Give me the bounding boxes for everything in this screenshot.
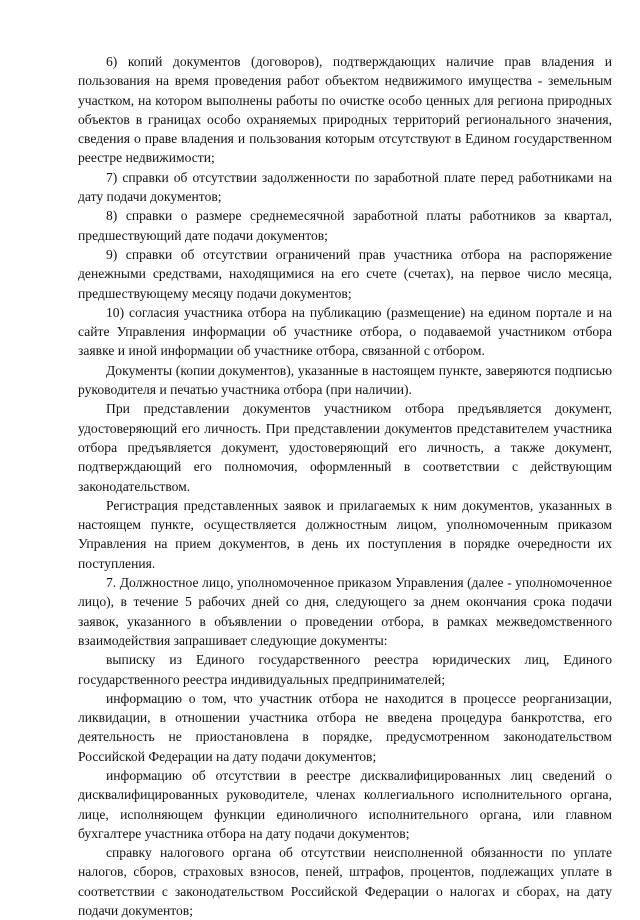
paragraph-item-10: 10) согласия участника отбора на публикацию (размещение) на едином портале и на сайте Управления информации об участнике отбора, о подаваемой участником отбора заявке и иной информации об участнике отбора, связанной с отбором. <box>78 304 612 359</box>
paragraph-item-9: 9) справки об отсутствии ограничений прав участника отбора на распоряжение денежными средствами, находящимися на его счете (счетах), на первое число месяца, предшествующему месяцу подачи документов; <box>78 246 612 301</box>
paragraph-item-6: 6) копий документов (договоров), подтверждающих наличие прав владения и пользования на время проведения работ объектом недвижимого имущества - земельным участком, на котором выполнены работы по очистке особо ценных для региона природных объектов в границах особо охраняемых природных территорий регионального значения, сведения о праве владения и пользования которым отсутствуют в Едином государственном реестре недвижимости; <box>78 54 612 166</box>
paragraph-disqualified-info: информацию об отсутствии в реестре дисквалифицированных лиц сведений о дисквалифицированных руководителе, членах коллегиального исполнительного органа, лице, исполняющем функции единоличного исполнительного органа, или главном бухгалтере участника отбора на дату подачи документов; <box>78 767 612 841</box>
paragraph-item-7: 7) справки об отсутствии задолженности по заработной плате перед работниками на дату подачи документов; <box>78 169 612 205</box>
document-page <box>78 52 612 920</box>
paragraph-tax-certificate: справку налогового органа об отсутствии неисполненной обязанности по уплате налогов, сборов, страховых взносов, пеней, штрафов, процентов, подлежащих уплате в соответствии с законодательством Российской Федерации о налогах и сборах, на дату подачи документов; <box>78 845 612 919</box>
paragraph-registration: Регистрация представленных заявок и прилагаемых к ним документов, указанных в настоящем пункте, осуществляется должностным лицом, уполномоченным приказом Управления на прием документов, в день их поступления в порядке очередности их поступления. <box>78 497 612 571</box>
paragraph-clause-7: 7. Должностное лицо, уполномоченное приказом Управления (далее - уполномоченное лицо), в течение 5 рабочих дней со дня, следующего за днем окончания срока подачи заявок, указанного в объявлении о проведении отбора, в рамках межведомственного взаимодействия запрашивает следующие документы: <box>78 575 612 648</box>
paragraph-egrul-extract: выписку из Единого государственного реестра юридических лиц, Единого государственного реестра индивидуальных предпринимателей; <box>78 652 612 687</box>
paragraph-certification: Документы (копии документов), указанные в настоящем пункте, заверяются подписью руководителя и печатью участника отбора (при наличии). <box>78 362 612 398</box>
paragraph-identity: При представлении документов участником отбора предъявляется документ, удостоверяющий его личность. При представлении документов представителем участника отбора предъявляется документ, удостоверяющий его личность, а также документ, подтверждающий его полномочия, оформленный в соответствии с действующим законодательством. <box>78 401 612 494</box>
paragraph-reorganization-info: информацию о том, что участник отбора не находится в процессе реорганизации, ликвидации, в отношении участника отбора не введена процедура банкротства, его деятельность не приостановлена в порядке, предусмотренном законодательством Российской Федерации на дату подачи документов; <box>78 690 612 764</box>
paragraph-item-8: 8) справки о размере среднемесячной заработной платы работников за квартал, предшествующий дате подачи документов; <box>78 208 612 243</box>
